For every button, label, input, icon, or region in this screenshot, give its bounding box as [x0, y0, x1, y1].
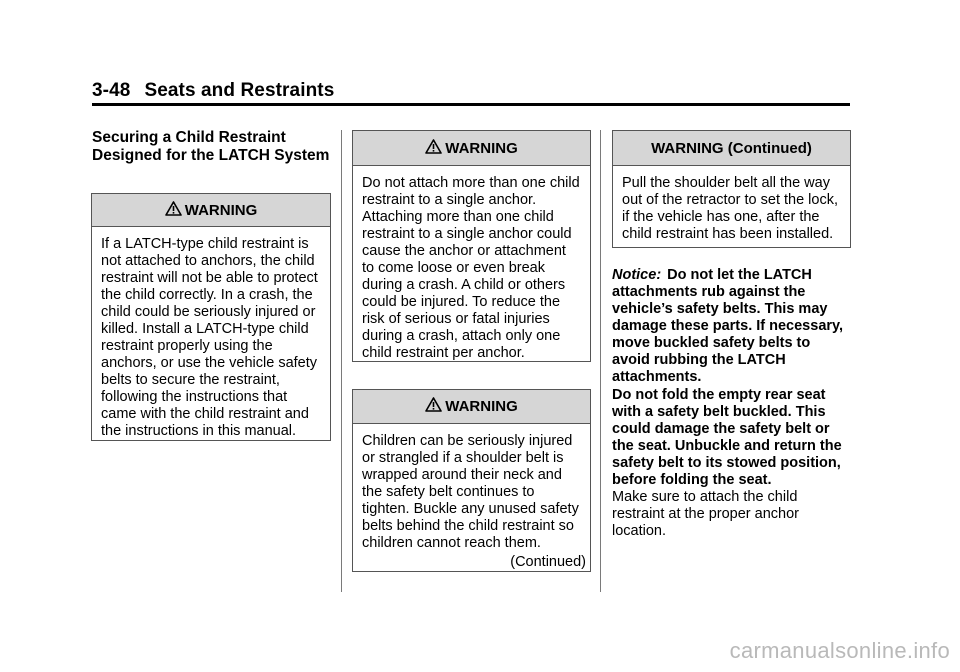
warning-box-3 — [352, 389, 591, 572]
warning-body: Do not attach more than one child restraint to a single anchor. Attaching more than one child restraint to a single anchor could cause the anchor or attachment to come loose or even break during a crash. A child or others could be injured. To reduce the risk of serious or fatal injuries during a crash, attach only one child restraint per anchor. — [362, 175, 580, 361]
notice-paragraph — [612, 267, 852, 386]
header-rule — [92, 103, 850, 106]
warning-box-4 — [612, 130, 851, 248]
warning-body: Pull the shoulder belt all the way out of the retractor to set the lock, if the vehicle has one, after the child restraint has been installed. — [622, 175, 838, 242]
warning-box-2 — [352, 130, 591, 362]
warning-triangle-icon — [425, 139, 445, 158]
watermark-text: carmanualsonline.info — [729, 638, 950, 663]
column-divider-right — [600, 130, 601, 592]
notice-label: Notice: — [612, 267, 662, 283]
page-number: 3-48 — [92, 80, 131, 101]
chapter-title: Seats and Restraints — [144, 80, 335, 101]
continued-label: (Continued) — [510, 554, 586, 570]
warning-heading — [92, 194, 330, 227]
fold-seat-text: Do not fold the empty rear seat with a safety belt buckled. This could damage the safety belt or the seat. Unbuckle and return the safety belt to its stowed position, before folding the seat. — [612, 387, 842, 488]
warning-heading-text: WARNING (Continued) — [651, 139, 812, 157]
warning-heading-text: WARNING — [445, 398, 518, 415]
page-header — [92, 80, 334, 102]
warning-body: If a LATCH-type child restraint is not attached to anchors, the child restraint will not be able to protect the child correctly. In a crash, the child could be seriously injured or killed. Install a LATCH-type child restraint properly using the anchors, or use the vehicle safety belts to secure the restraint, following the instructions that came with the child restraint and the instructions in this manual. — [101, 236, 318, 439]
warning-box-1 — [91, 193, 331, 441]
warning-heading-text: WARNING — [184, 201, 258, 219]
anchor-text: Make sure to attach the child restraint at the proper anchor location. — [612, 489, 799, 539]
fold-seat-paragraph — [612, 387, 852, 489]
notice-text: Do not let the LATCH attachments rub against the vehicle’s safety belts. This may damage these parts. If necessary, move buckled safety belts to avoid rubbing the LATCH attachments. — [612, 267, 844, 385]
column-divider-left — [341, 130, 342, 592]
anchor-paragraph — [612, 489, 842, 540]
warning-heading — [613, 131, 850, 166]
warning-heading — [353, 390, 590, 424]
warning-triangle-icon — [165, 201, 185, 220]
warning-heading — [353, 131, 590, 166]
warning-heading-text: WARNING — [445, 139, 518, 157]
warning-body: Children can be seriously injured or strangled if a shoulder belt is wrapped around their neck and the safety belt continues to tighten. Buckle any unused safety belts behind the child restraint so children cannot reach them. — [362, 433, 579, 551]
warning-triangle-icon — [425, 397, 445, 416]
section-title: Securing a Child Restraint Designed for the LATCH System — [92, 129, 330, 164]
